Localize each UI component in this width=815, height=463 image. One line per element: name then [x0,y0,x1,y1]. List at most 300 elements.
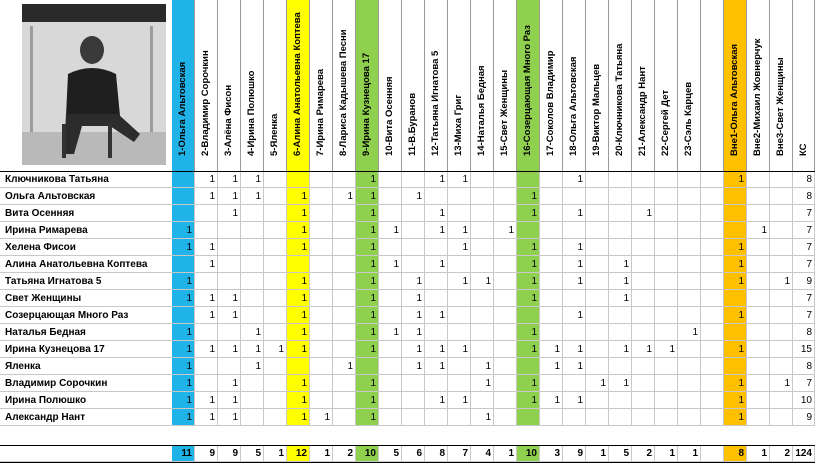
table-cell: 1 [586,375,609,392]
table-cell [379,358,402,375]
table-cell: 1 [425,256,448,273]
table-cell [701,409,724,426]
table-cell [494,256,517,273]
column-header-label: 14-Наталья Бедная [476,65,487,156]
table-cell [678,205,701,222]
table-cell: 1 [172,341,195,358]
total-cell: 1 [586,445,609,462]
table-cell [701,171,724,188]
table-cell [333,307,356,324]
table-cell [494,205,517,222]
table-cell: 1 [678,324,701,341]
table-cell [494,273,517,290]
totals-line [0,445,815,462]
table-cell: 1 [356,222,379,239]
table-cell [586,273,609,290]
table-cell: 1 [356,307,379,324]
table-row [0,205,815,222]
table-cell [218,358,241,375]
table-cell [402,256,425,273]
table-cell: 1 [471,375,494,392]
table-cell: 1 [402,290,425,307]
table-cell: 1 [724,341,747,358]
total-cell: 1 [678,445,701,462]
table-cell [770,392,793,409]
column-header-label: 10-Вита Осенняя [384,76,395,156]
table-cell [471,222,494,239]
row-name: Ключникова Татьяна [0,171,172,188]
table-cell [770,290,793,307]
table-cell [678,341,701,358]
table-cell [310,307,333,324]
table-cell [310,273,333,290]
table-cell [333,341,356,358]
table-cell: 1 [609,273,632,290]
table-cell: 1 [333,188,356,205]
table-cell [448,375,471,392]
table-cell [701,341,724,358]
table-cell [241,290,264,307]
table-cell [655,222,678,239]
table-cell [264,324,287,341]
table-cell: 1 [356,171,379,188]
column-header [218,0,241,171]
table-cell [448,290,471,307]
column-header-label: 2-Владимир Сорочкин [200,50,211,156]
totals-label [0,445,172,462]
column-header [356,0,379,171]
table-cell [494,171,517,188]
table-cell [701,273,724,290]
table-cell [632,324,655,341]
table-cell [425,273,448,290]
table-cell [195,358,218,375]
table-cell [287,171,310,188]
table-cell: 1 [517,256,540,273]
table-cell [471,205,494,222]
table-cell: 1 [218,307,241,324]
column-header-label: 22-Сергей Дет [660,89,671,156]
table-cell [310,205,333,222]
table-cell: 1 [287,392,310,409]
table-cell: 1 [287,409,310,426]
table-cell [241,375,264,392]
table-cell: 1 [356,273,379,290]
table-cell [678,273,701,290]
table-cell: 1 [218,188,241,205]
table-cell [632,392,655,409]
table-cell [609,324,632,341]
table-cell: 1 [425,358,448,375]
table-cell [586,205,609,222]
table-cell [770,307,793,324]
table-cell [701,188,724,205]
table-cell [471,290,494,307]
table-cell: 1 [287,239,310,256]
table-cell [563,222,586,239]
row-name: Свет Женщины [0,290,172,307]
table-cell: 1 [402,324,425,341]
table-cell [586,171,609,188]
table-row [0,392,815,409]
table-cell: 1 [448,273,471,290]
total-cell: 2 [770,445,793,462]
table-cell: 8 [793,358,815,375]
table-cell: 1 [724,273,747,290]
column-header-label: 20-Ключникова Татьяна [614,43,625,156]
table-cell [494,188,517,205]
table-cell [678,256,701,273]
table-cell [540,409,563,426]
table-cell: 1 [563,171,586,188]
table-cell: 1 [540,341,563,358]
table-cell [448,409,471,426]
table-cell [609,409,632,426]
table-cell: 1 [563,273,586,290]
table-cell [678,171,701,188]
table-cell [747,375,770,392]
table-cell: 1 [563,341,586,358]
column-header-label: 13-Миха Григ [453,94,464,156]
table-cell: 1 [517,324,540,341]
total-cell: 1 [310,445,333,462]
column-header [517,0,540,171]
table-cell: 1 [517,205,540,222]
table-cell: 7 [793,307,815,324]
column-header-label: 15-Свет Женщины [499,69,510,156]
table-cell: 1 [287,290,310,307]
table-cell: 1 [241,358,264,375]
table-cell [287,256,310,273]
table-cell [356,358,379,375]
table-cell [264,392,287,409]
table-cell [241,256,264,273]
table-cell: 1 [287,375,310,392]
table-cell [701,392,724,409]
table-cell: 1 [724,256,747,273]
table-cell [195,205,218,222]
total-cell: 10 [517,445,540,462]
table-cell [540,239,563,256]
table-cell [586,239,609,256]
table-cell [333,222,356,239]
table-cell: 1 [632,341,655,358]
table-row [0,256,815,273]
total-cell: 9 [218,445,241,462]
table-cell [310,392,333,409]
total-cell: 1 [264,445,287,462]
table-cell [632,239,655,256]
total-cell: 1 [747,445,770,462]
table-cell: 1 [494,222,517,239]
table-cell [678,392,701,409]
table-cell [701,222,724,239]
table-cell [701,239,724,256]
table-cell: 7 [793,375,815,392]
table-cell [264,290,287,307]
table-cell [770,256,793,273]
column-header [471,0,494,171]
table-cell [586,358,609,375]
table-cell [632,256,655,273]
table-cell: 1 [724,307,747,324]
table-cell [540,290,563,307]
table-cell: 1 [172,375,195,392]
table-cell: 1 [172,239,195,256]
table-cell: 1 [287,205,310,222]
table-cell [310,290,333,307]
column-header-label: КС [797,143,809,156]
table-cell: 1 [402,273,425,290]
table-row [0,290,815,307]
table-cell: 1 [563,358,586,375]
column-header [632,0,655,171]
table-cell [724,188,747,205]
table-cell [540,222,563,239]
row-name: Яленка [0,358,172,375]
table-cell [747,392,770,409]
table-cell [172,205,195,222]
table-cell [402,222,425,239]
table-cell [471,188,494,205]
table-cell [632,171,655,188]
total-cell: 6 [402,445,425,462]
table-cell [379,341,402,358]
table-cell [287,358,310,375]
table-cell [264,358,287,375]
table-cell [770,409,793,426]
table-cell [264,273,287,290]
total-cell: 3 [540,445,563,462]
table-cell [632,358,655,375]
table-cell [701,307,724,324]
table-cell: 7 [793,239,815,256]
table-cell [724,222,747,239]
table-cell: 1 [310,409,333,426]
table-cell [494,239,517,256]
table-cell [609,188,632,205]
table-cell: 1 [448,239,471,256]
table-cell [379,273,402,290]
table-cell [471,256,494,273]
table-cell: 1 [195,256,218,273]
table-cell [586,392,609,409]
table-cell [310,171,333,188]
table-cell: 1 [379,222,402,239]
total-cell: 5 [609,445,632,462]
row-name: Алина Анатольевна Коптева [0,256,172,273]
table-cell: 1 [172,358,195,375]
table-cell [494,392,517,409]
table-cell [586,341,609,358]
column-header [195,0,218,171]
table-cell [632,375,655,392]
table-cell: 1 [747,222,770,239]
table-cell: 1 [517,375,540,392]
column-header-label: 16-Созерцающая Много Раз [522,25,533,156]
table-cell [218,273,241,290]
table-cell: 1 [517,290,540,307]
table-cell [333,171,356,188]
table-cell: 1 [724,392,747,409]
table-cell [586,256,609,273]
total-cell: 4 [471,445,494,462]
table-cell: 1 [356,256,379,273]
table-cell [747,171,770,188]
table-cell: 1 [563,239,586,256]
total-cell: 9 [195,445,218,462]
table-cell [379,290,402,307]
table-cell [195,222,218,239]
table-cell: 1 [563,256,586,273]
table-cell: 1 [563,205,586,222]
table-cell: 1 [563,307,586,324]
table-cell: 1 [287,188,310,205]
table-cell [195,375,218,392]
table-cell [701,256,724,273]
total-cell: 124 [793,445,815,462]
table-cell: 1 [724,375,747,392]
table-cell [494,358,517,375]
table-cell [379,205,402,222]
table-cell [563,324,586,341]
table-cell: 1 [218,205,241,222]
table-cell [402,409,425,426]
table-cell [747,358,770,375]
table-cell [517,358,540,375]
table-cell: 1 [471,358,494,375]
table-cell [448,188,471,205]
table-cell: 1 [402,358,425,375]
table-cell: 1 [609,375,632,392]
table-cell [425,375,448,392]
table-cell: 1 [195,188,218,205]
table-cell: 1 [356,290,379,307]
table-row [0,239,815,256]
table-cell [586,409,609,426]
column-header [379,0,402,171]
table-cell: 1 [724,171,747,188]
table-cell: 1 [517,392,540,409]
table-cell [425,324,448,341]
table-cell: 1 [770,273,793,290]
table-cell [241,409,264,426]
table-cell: 1 [241,324,264,341]
table-cell [632,188,655,205]
table-cell: 1 [609,341,632,358]
table-cell [264,409,287,426]
table-cell [655,358,678,375]
table-cell [310,341,333,358]
table-cell [333,324,356,341]
column-header [540,0,563,171]
total-cell: 1 [494,445,517,462]
table-cell [586,324,609,341]
table-cell: 1 [195,171,218,188]
row-name: Ирина Римарева [0,222,172,239]
table-cell: 1 [448,171,471,188]
column-header-label: 18-Ольга Альтовская [568,56,579,156]
table-cell [655,409,678,426]
table-cell [678,239,701,256]
table-cell: 1 [609,290,632,307]
total-cell: 2 [632,445,655,462]
table-cell: 1 [241,188,264,205]
table-cell [540,273,563,290]
table-cell: 1 [287,341,310,358]
table-cell: 1 [425,392,448,409]
total-cell: 5 [241,445,264,462]
table-cell: 1 [264,341,287,358]
column-header-label: 19-Виктор Мальцев [591,63,602,156]
table-cell [655,273,678,290]
row-name: Созерцающая Много Раз [0,307,172,324]
table-cell [586,188,609,205]
table-cell: 1 [379,256,402,273]
table-cell [563,409,586,426]
table-cell [471,307,494,324]
total-cell: 8 [425,445,448,462]
table-row [0,409,815,426]
table-cell: 8 [793,171,815,188]
table-cell [678,358,701,375]
column-header-label: 11-В.Буранов [407,92,418,156]
table-cell [379,392,402,409]
table-cell [632,273,655,290]
table-cell [701,375,724,392]
table-cell [655,256,678,273]
table-cell: 1 [218,409,241,426]
table-row [0,171,815,188]
column-header [655,0,678,171]
table-cell [747,324,770,341]
table-cell [540,256,563,273]
table-cell: 1 [724,239,747,256]
column-header [609,0,632,171]
table-cell: 8 [793,324,815,341]
table-cell: 1 [241,171,264,188]
column-header [494,0,517,171]
table-cell [494,375,517,392]
table-cell [747,205,770,222]
table-cell: 1 [655,341,678,358]
table-cell [333,273,356,290]
total-cell: 5 [379,445,402,462]
table-cell [655,188,678,205]
table-cell [563,375,586,392]
total-cell [701,445,724,462]
table-cell [770,188,793,205]
table-cell [678,188,701,205]
row-name: Хелена Фисои [0,239,172,256]
column-header [563,0,586,171]
table-cell [494,290,517,307]
table-cell [310,324,333,341]
table-cell [425,188,448,205]
table-cell [701,324,724,341]
table-cell [540,307,563,324]
table-cell: 1 [356,392,379,409]
table-cell: 1 [195,239,218,256]
table-cell [241,205,264,222]
table-cell: 1 [540,392,563,409]
column-header [747,0,770,171]
table-cell [517,222,540,239]
table-cell [471,171,494,188]
table-cell [448,307,471,324]
table-cell [655,239,678,256]
table-cell: 1 [218,290,241,307]
